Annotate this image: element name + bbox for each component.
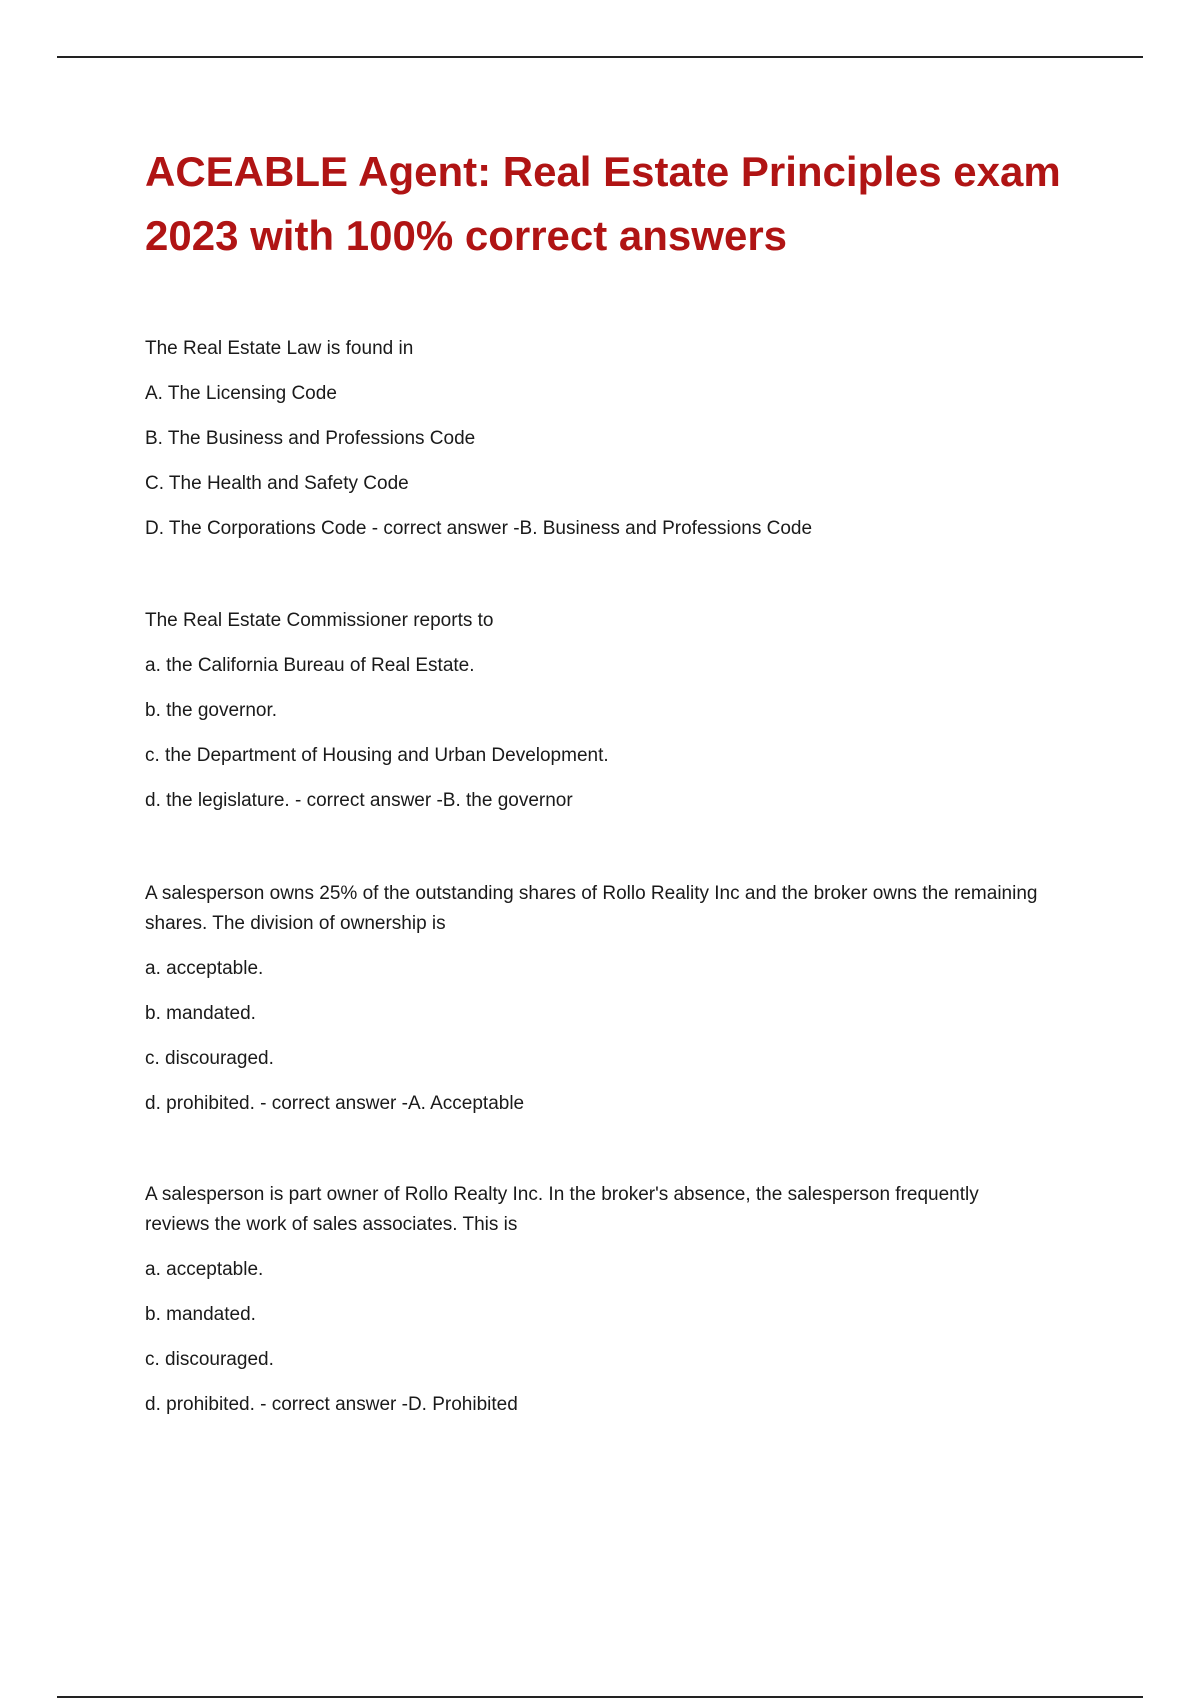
footer-rule <box>57 1696 1143 1698</box>
question-4 <box>145 1180 1045 1420</box>
answer-option: c. discouraged. <box>145 1048 274 1069</box>
answer-option: d. prohibited. - correct answer -D. Prohibited <box>145 1394 518 1415</box>
answer-option: b. mandated. <box>145 1304 256 1325</box>
question-3 <box>145 879 1045 1119</box>
header-rule <box>57 56 1143 58</box>
answer-option: a. the California Bureau of Real Estate. <box>145 655 475 676</box>
answer-option: d. prohibited. - correct answer -A. Acceptable <box>145 1093 525 1114</box>
question-2 <box>145 606 1045 816</box>
question-stem: A salesperson owns 25% of the outstanding shares of Rollo Reality Inc and the broker owns the remaining shares. The division of ownership is <box>145 883 1038 934</box>
answer-option: a. acceptable. <box>145 958 264 979</box>
answer-option: D. The Corporations Code - correct answer -B. Business and Professions Code <box>145 518 813 539</box>
answer-option: b. the governor. <box>145 700 278 721</box>
answer-option: b. mandated. <box>145 1003 256 1024</box>
question-stem: A salesperson is part owner of Rollo Realty Inc. In the broker's absence, the salesperson frequently reviews the work of sales associates. This is <box>145 1184 979 1235</box>
answer-option: d. the legislature. - correct answer -B. the governor <box>145 790 573 811</box>
answer-option: c. the Department of Housing and Urban Development. <box>145 745 609 766</box>
document-title: ACEABLE Agent: Real Estate Principles exam 2023 with 100% correct answers <box>145 148 1061 259</box>
question-stem: The Real Estate Commissioner reports to <box>145 610 494 631</box>
answer-option: B. The Business and Professions Code <box>145 428 476 449</box>
answer-option: C. The Health and Safety Code <box>145 473 409 494</box>
answer-option: a. acceptable. <box>145 1259 264 1280</box>
answer-option: c. discouraged. <box>145 1349 274 1370</box>
answer-option: A. The Licensing Code <box>145 383 337 404</box>
question-stem: The Real Estate Law is found in <box>145 338 414 359</box>
question-1 <box>145 334 1045 544</box>
